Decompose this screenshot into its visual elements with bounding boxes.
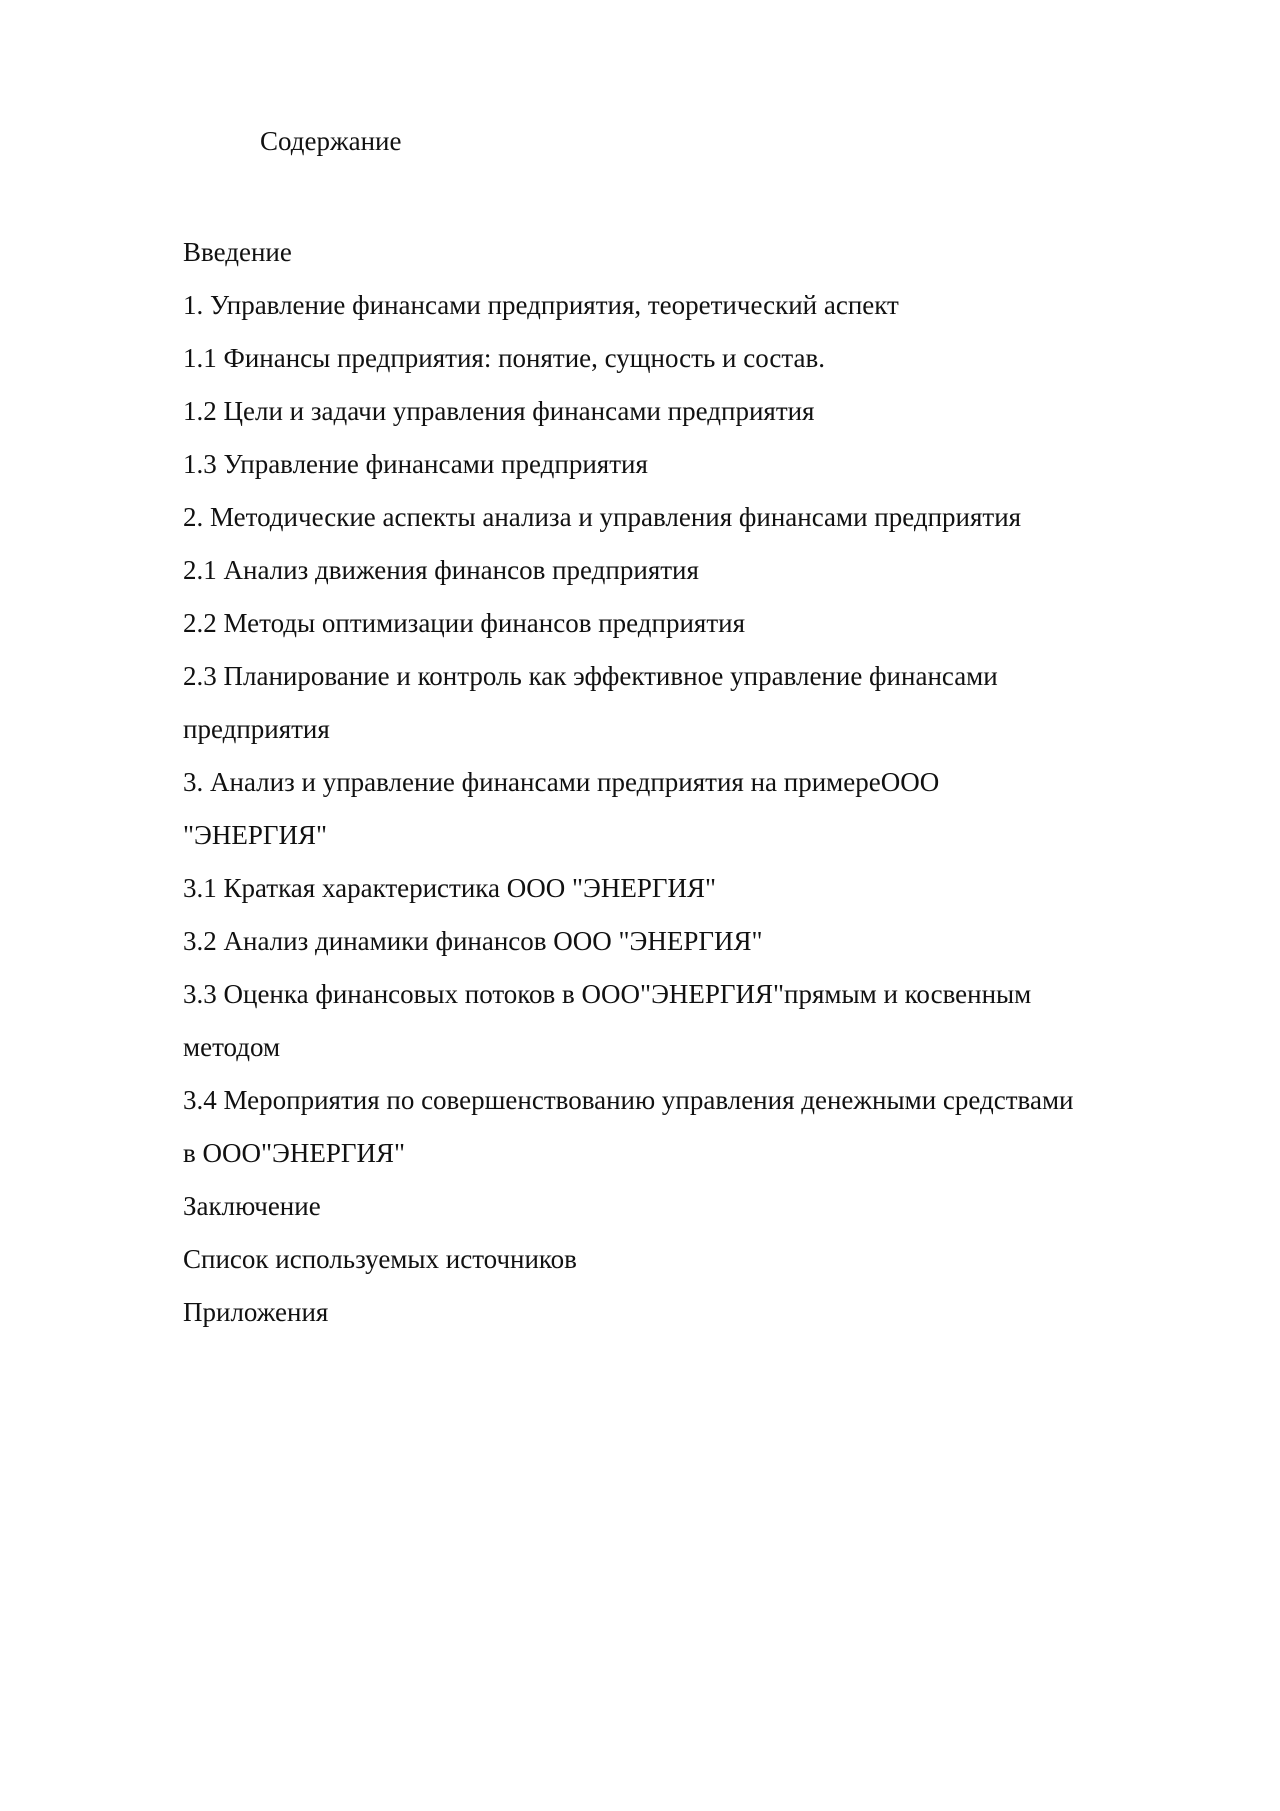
toc-line: 1.3 Управление финансами предприятия	[183, 449, 648, 479]
toc-line: 3.2 Анализ динамики финансов ООО "ЭНЕРГИЯ"	[183, 926, 763, 956]
toc-line: 1.2 Цели и задачи управления финансами предприятия	[183, 396, 815, 426]
toc-line: Введение	[183, 237, 292, 267]
toc-line: Приложения	[183, 1297, 329, 1327]
toc-line: 3. Анализ и управление финансами предприятия на примереООО	[183, 767, 940, 797]
toc-line: Заключение	[183, 1191, 321, 1221]
toc-line: 3.1 Краткая характеристика ООО "ЭНЕРГИЯ"	[183, 873, 716, 903]
toc-line: 2.1 Анализ движения финансов предприятия	[183, 555, 699, 585]
toc-line: 2.2 Методы оптимизации финансов предприятия	[183, 608, 746, 638]
toc-line: методом	[183, 1032, 281, 1062]
toc-line: "ЭНЕРГИЯ"	[183, 820, 327, 850]
toc-line: 1.1 Финансы предприятия: понятие, сущность и состав.	[183, 343, 825, 373]
toc-line: 3.3 Оценка финансовых потоков в ООО"ЭНЕРГИЯ"прямым и косвенным	[183, 979, 1032, 1009]
toc-line: 2. Методические аспекты анализа и управления финансами предприятия	[183, 502, 1022, 532]
toc-line: в ООО"ЭНЕРГИЯ"	[183, 1138, 405, 1168]
toc-line: Список используемых источников	[183, 1244, 577, 1274]
toc-line: 1. Управление финансами предприятия, теоретический аспект	[183, 290, 899, 320]
toc-line: 3.4 Мероприятия по совершенствованию управления денежными средствами	[183, 1085, 1074, 1115]
page-title: Содержание	[260, 126, 402, 156]
toc-line: 2.3 Планирование и контроль как эффективное управление финансами	[183, 661, 998, 691]
table-of-contents	[183, 226, 1193, 1339]
toc-line: предприятия	[183, 714, 330, 744]
